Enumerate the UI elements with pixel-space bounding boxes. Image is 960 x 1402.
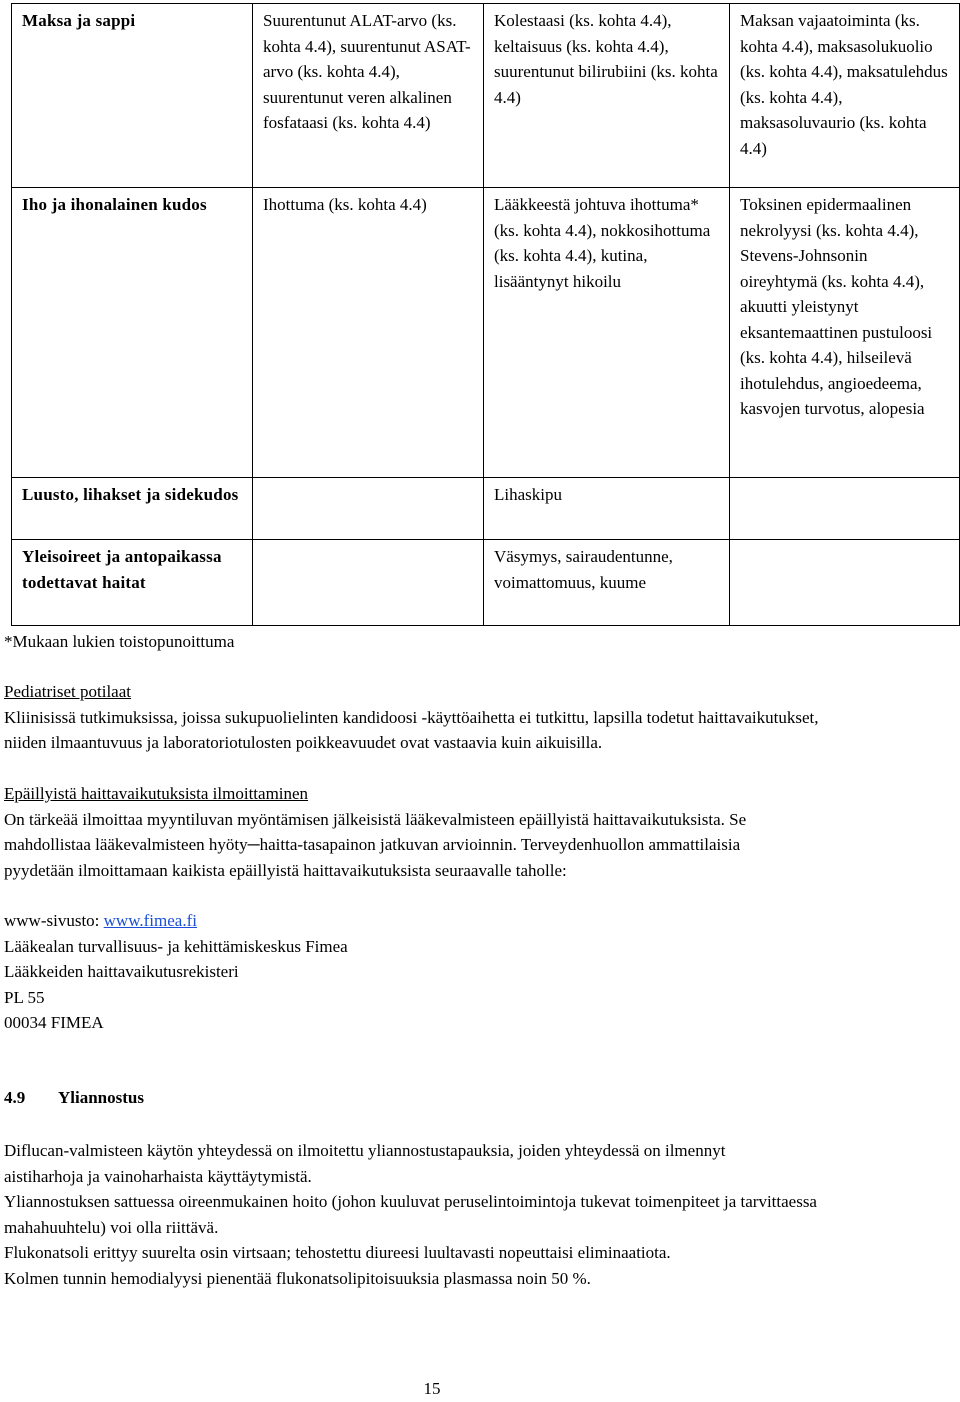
adverse-effects-table: [11, 3, 960, 626]
address-line: Lääkkeiden haittavaikutusrekisteri: [4, 962, 239, 981]
section-number: 4.9: [4, 1088, 26, 1107]
overdose-section: [4, 1138, 954, 1291]
table-cell: Maksan vajaatoiminta (ks. kohta 4.4), maksasolukuolio (ks. kohta 4.4), maksatulehdus (ks. kohta 4.4), maksasoluvaurio (ks. kohta 4.4): [730, 4, 960, 188]
overdose-heading: [4, 1088, 144, 1108]
paragraph: On tärkeää ilmoittaa myyntiluvan myöntämisen jälkeisistä lääkevalmisteen epäillyistä haittavaikutuksista. Se mahdollistaa lääkevalmisteen hyöty─haitta-tasapainon jatkuvan arvioinnin. Terveydenhuollon ammattilaisia pyydetään ilmoittamaan kaikista epäillyistä haittavaikutuksista seuraavalle taholle:: [4, 809, 747, 880]
page-number: 15: [423, 1379, 441, 1398]
table-cell: Lihaskipu: [484, 478, 730, 540]
table-cell: Kolestaasi (ks. kohta 4.4), keltaisuus (ks. kohta 4.4), suurentunut bilirubiini (ks. kohta 4.4): [484, 4, 730, 188]
section-heading: Pediatriset potilaat: [4, 682, 131, 701]
reporting-section: [4, 781, 954, 1036]
table-cell: [730, 478, 960, 540]
table-row: [12, 188, 960, 478]
paragraph: Kliinisissä tutkimuksissa, joissa sukupuolielinten kandidoosi -käyttöaihetta ei tutkittu, lapsilla todetut haittavaikutukset, niiden ilmaantuvuus ja laboratoriotulosten poikkeavuudet ovat vastaavia kuin aikuisilla.: [4, 707, 819, 752]
pediatric-section: [4, 679, 954, 756]
address-line: PL 55: [4, 987, 45, 1007]
table-footnote: *Mukaan lukien toistopunoittuma: [4, 632, 235, 651]
organ-class-cell: Luusto, lihakset ja sidekudos: [12, 478, 253, 540]
table-cell: Ihottuma (ks. kohta 4.4): [253, 188, 484, 478]
section-heading: Epäillyistä haittavaikutuksista ilmoittaminen: [4, 784, 309, 803]
table-cell: Suurentunut ALAT-arvo (ks. kohta 4.4), suurentunut ASAT-arvo (ks. kohta 4.4), suurentunut veren alkalinen fosfataasi (ks. kohta 4.4): [253, 4, 484, 188]
address-line: 00034 FIMEA: [4, 1013, 104, 1032]
table-row: [12, 478, 960, 540]
paragraph: Yliannostuksen sattuessa oireenmukainen hoito (johon kuuluvat peruselintoimintoja tukevat toimenpiteet ja tarvittaessa mahahuuhtelu) voi olla riittävä.: [4, 1192, 817, 1237]
table-cell: Toksinen epidermaalinen nekrolyysi (ks. kohta 4.4), Stevens-Johnsonin oireyhtymä (ks. kohta 4.4), akuutti yleistynyt eksantemaattinen pustuloosi (ks. kohta 4.4), hilseilevä ihotulehdus, angioedeema, kasvojen turvotus, alopesia: [730, 188, 960, 478]
table-cell: [253, 540, 484, 626]
section-title: Yliannostus: [58, 1088, 144, 1107]
address-line: Lääkealan turvallisuus- ja kehittämiskeskus Fimea: [4, 936, 348, 956]
organ-class-cell: Maksa ja sappi: [12, 4, 253, 188]
paragraph: Flukonatsoli erittyy suurelta osin virtsaan; tehostettu diureesi luultavasti nopeuttaisi eliminaatiota.: [4, 1243, 671, 1262]
organ-class-cell: Iho ja ihonalainen kudos: [12, 188, 253, 478]
fimea-link[interactable]: www.fimea.fi: [103, 911, 197, 930]
website-label: www-sivusto:: [4, 911, 104, 930]
organ-class-cell: Yleisoireet ja antopaikassa todettavat haitat: [12, 540, 253, 626]
table-cell: [253, 478, 484, 540]
table-row: [12, 4, 960, 188]
paragraph: Diflucan-valmisteen käytön yhteydessä on ilmoitettu yliannostustapauksia, joiden yhteydessä on ilmennyt aistiharhoja ja vainoharhaista käyttäytymistä.: [4, 1141, 726, 1186]
website-line: [4, 908, 954, 934]
table-row: [12, 540, 960, 626]
table-cell: [730, 540, 960, 626]
table-cell: Lääkkeestä johtuva ihottuma* (ks. kohta 4.4), nokkosihottuma (ks. kohta 4.4), kutina, lisääntynyt hikoilu: [484, 188, 730, 478]
table-cell: Väsymys, sairaudentunne, voimattomuus, kuume: [484, 540, 730, 626]
paragraph: Kolmen tunnin hemodialyysi pienentää flukonatsolipitoisuuksia plasmassa noin 50 %.: [4, 1268, 591, 1288]
